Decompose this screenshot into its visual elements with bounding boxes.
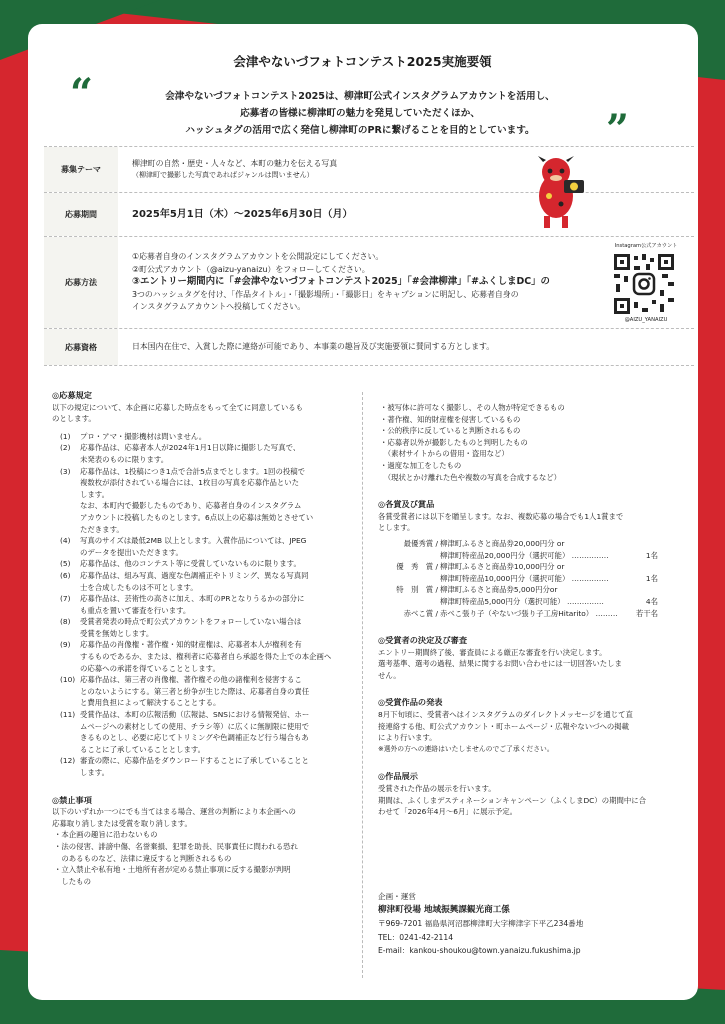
list-item: （現状とかけ離れた色や複数の写真を合成するなど） [380,472,562,482]
rule-item: (6) 応募作品は、組み写真、過度な色調補正やトリミング、異なる写真同 士を合成したものは不可とします。 [60,570,309,592]
rule-item: (11) 受賞作品は、本町の広報活動（広報誌、SNSにおける情報発信、ホー ムページへの素材としての使用、チラシ等）に広くに無制限に使用で きるものとし、必要に応じてトリミングや色調補正など行う場合もあ ることに了承していることとします。 [60,710,310,754]
list-item: ・公的秩序に反していると判断されるもの [380,426,521,436]
list-item: ・被写体に許可なく撮影し、その人物が特定できるもの [380,403,565,412]
instagram-handle: @AIZU_YANAIZU [624,317,668,323]
qr-caption: Instagram公式アカウント [614,243,678,249]
rules-list [52,431,352,779]
right-column: ・被写体に許可なく撮影し、その人物が特定できるもの ・著作権、知的財産権を侵害しているもの ・公的秩序に反していると判断されるもの ・応募者以外が撮影したものと判明したもの （素材サイトからの借用・盗用など） ・過度な加工をしたもの （現状とかけ離れた色や複数の写真を合成するなど） ◎各賞及び賞品 各賞受賞者には以下を贈呈します。なお、複数応募の場合でも1人1賞まで とします。 最優秀賞 / 柳津町ふるさと商品券20,000円分 or 柳津町特産品20,000円分（選択可能） …………… 1名 優 秀 賞 / 柳津町ふるさと商品券10,000円分 or 柳津町特産品10,000円分（選択可能） …………… 1名 特 別 賞 / 柳津町ふるさと商品券5,000円分or 柳津町特産品5,000円分（選択可能） …………… 4名 赤べこ賞 / 赤べこ張り子（やないづ張り子工房Hitarito） ……… 若干名 ◎受賞者の決定及び審査 エントリー期間終了後、審査員による厳正な審査を行い決定します。 選考基準、選考の過程、結果に関するお問い合わせには一切回答いたしま せん。 ◎受賞作品の発表 8月下旬頃に、受賞者へはインスタグラムのダイレクトメッセージを通じて直 接連絡する他、町公式アカウント・町ホームページ・広報やないづへの掲載 により行います。 ※選外の方への連絡はいたしませんのでご了承ください。 ◎作品展示 受賞された作品の展示を行います。 期間は、ふくしまデスティネーションキャンペーン（ふくしまDC）の期間中に合 わせて「2026年4月～6月」に展示予定。 [378,403,658,817]
decision-heading: ◎受賞者の決定及び審査 [378,635,468,646]
rule-item: (1) プロ・アマ・撮影機材は問いません。 [60,431,207,441]
page-title: 会津やないづフォトコンテスト2025実施要領 [233,54,492,69]
list-item: のあるものなど、法律に違反すると判断されるもの [54,853,232,863]
list-item: ・本企画の趣旨に沿わないもの [54,830,158,840]
row-label: 応募期間 [44,193,118,236]
organizer-address: 〒969-7201 福島県河沼郡柳津町大字柳津字下平乙234番地 [378,919,584,928]
list-item: ・立入禁止や私有地・土地所有者が定める禁止事項に反する撮影が判明 [54,865,291,875]
prize-item: 最優秀賞 / 柳津町ふるさと商品券20,000円分 or 柳津町特産品20,000円分（選択可能） …………… 1名 [403,538,658,560]
prohibited-heading: ◎禁止事項 [52,794,92,805]
rule-item: (9) 応募作品の肖像権・著作権・知的財産権は、応募者本人が権利を有 するものであるか、または、権利者に応募者自ら承認を得た上での本企画へ の応募への承諾を得ていることとします。 [60,640,332,673]
prize-item: 優 秀 賞 / 柳津町ふるさと商品券10,000円分 or 柳津町特産品10,000円分（選択可能） …………… 1名 [396,562,658,583]
row-label: 応募資格 [44,329,118,365]
row-label: 募集テーマ [44,147,118,192]
organizer-email[interactable]: E-mail：kankou-shoukou@town.yanaizu.fukushima.jp [378,946,581,955]
qr-code-icon[interactable] [612,252,676,316]
intro-text: 会津やないづフォトコンテスト2025は、柳津町公式インスタグラムアカウントを活用し、 応募者の皆様に柳津町の魅力を発見していただくほか、 ハッシュタグの活用で広く発信し柳津町のPRに繋げることを目的としています。 [165,91,555,136]
rule-item: (8) 受賞者発表の時点で町公式アカウントをフォローしていない場合は 受賞を無効とします。 [60,617,302,638]
rule-item: (2) 応募作品は、応募者本人が2024年1月1日以降に撮影した写真で、 未発表のものに限ります。 [60,443,301,464]
column-divider [362,392,363,978]
rule-item: (12) 審査の際に、応募作品をダウンロードすることに了承していることと します。 [60,756,309,777]
list-item: （素材サイトからの借用・盗用など） [380,449,509,459]
organizer-block: 企画・運営 柳津町役場 地域振興課観光商工係 〒969-7201 福島県河沼郡柳津町大字柳津字下平乙234番地 TEL：0241-42-2114 E-mail：kankou-shoukou@town.yanaizu.fukushima.jp [378,890,678,958]
rule-item: (3) 応募作品は、1投稿につき1点で合計5点までとします。1回の投稿で 複数枚が添付されている場合には、1枚目の写真を応募作品といた します。 なお、本町内で撮影したものであり、応募者自身のインスタグラム アカウントに投稿したものとします。6点以上の応募は無効とさせてい ただきます。 [60,466,314,534]
organizer-tel[interactable]: TEL：0241-42-2114 [378,932,454,942]
organizer-name: 柳津町役場 地域振興課観光商工係 [378,904,510,915]
rule-item: (5) 応募作品は、他のコンテスト等に受賞していないものに限ります。 [60,559,301,569]
rule-item: (4) 写真のサイズは最低2MB 以上とします。入賞作品については、JPEG のデータを提出いただきます。 [60,536,307,557]
row-method: 応募方法 ①応募者自身のインスタグラムアカウントを公開設定にしてください。 ②町公式アカウント（@aizu-yanaizu）をフォローしてください。 ③エントリー期間内に「#会津やないづフォトコンテスト2025」「#会津柳津」「#ふくしまDC」の 3つのハッシュタグを付け、「作品タイトル」・「撮影場所」・「撮影日」をキャプションに明記し、応募者自身の インスタグラムアカウントへ投稿してください。 [44,236,694,328]
list-item: ・著作権、知的財産権を侵害しているもの [380,414,521,424]
row-theme: 募集テーマ 柳津町の自然・歴史・人々など、本町の魅力を伝える写真 （柳津町で撮影した写真であればジャンルは問いません） [44,146,694,192]
list-item: ・過度な加工をしたもの [380,460,462,470]
left-column: ◎応募規定 以下の規定について、本企画に応募した時点をもって全てに同意しているも のとします。 (1) プロ・アマ・撮影機材は問いません。 (2) 応募作品は、応募者本人が2024年1月1日以降に撮影した写真で、 未発表のものに限ります。 (3) 応募作品は、1投稿につき1点で合計5点までとします。1回の投稿で 複数枚が添付されている場合には、1枚目の写真を応募作品といた します。 なお、本町内で撮影したものであり、応募者自身のインスタグラム アカウントに投稿したものとします。6点以上の応募は無効とさせてい ただきます。 (4) 写真のサイズは最低2MB 以上とします。入賞作品については、JPEG のデータを提出いただきます。 (5) 応募作品は、他のコンテスト等に受賞していないものに限ります。 (6) 応募作品は、組み写真、過度な色調補正やトリミング、異なる写真同 士を合成したものは不可とします。 (7) 応募作品は、芸術性の高さに加え、本町のPRとなりうるかの部分に も重点を置いて審査を行います。 (8) 受賞者発表の時点で町公式アカウントをフォローしていない場合は 受賞を無効とします。 (9) 応募作品の肖像権・著作権・知的財産権は、応募者本人が権利を有 するものであるか、または、権利者に応募者自ら承認を得た上での本企画へ の応募への承諾を得ていることとします。 (10) 応募作品は、第三者の肖像権、著作権その他の諸権利を侵害するこ とのないようにする。第三者と紛争が生じた際は、応募者自身の責任 と費用負担によって解決することとする。 (11) 受賞作品は、本町の広報活動（広報誌、SNSにおける情報発信、ホー ムページへの素材としての使用、チラシ等）に広くに無制限に使用で きるものとし、必要に応じてトリミングや色調補正など行う場合もあ ることに了承していることとします。 (12) 審査の際に、応募作品をダウンロードすることに了承していることと します。 ◎禁止事項 以下のいずれか一つにでも当てはまる場合、運営の判断により本企画への 応募取り消しまたは受賞を取り消します。 ・本企画の趣旨に沿わないもの ・法の侵害、誹謗中傷、名誉棄損、犯罪を助長、民事責任に問われる恐れ のあるものなど、法律に違反すると判断されるもの ・立入禁止や私有地・土地所有者が定める禁止事項に反する撮影が判明 したもの [52,390,352,887]
announce-heading: ◎受賞作品の発表 [378,697,443,708]
list-item: ・法の侵害、誹謗中傷、名誉棄損、犯罪を助長、民事責任に問われる恐れ [54,841,298,851]
exhibit-heading: ◎作品展示 [378,771,418,782]
list-item: ・応募者以外が撮影したものと判明したもの [380,437,528,447]
akabeko-mascot-icon [534,156,590,230]
prize-list [378,538,658,619]
row-eligibility: 応募資格 日本国内在住で、入賞した際に連絡が可能であり、本事業の趣旨及び実施要領に賛同する方とします。 [44,328,694,366]
list-item: したもの [54,876,91,886]
prize-item: 赤べこ賞 / 赤べこ張り子（やないづ張り子工房Hitarito） ……… 若干名 [403,608,658,618]
prize-item: 特 別 賞 / 柳津町ふるさと商品券5,000円分or 柳津町特産品5,000円分（選択可能） …………… 4名 [396,585,658,606]
open-quote-icon: “ [70,70,94,117]
row-label: 応募方法 [44,237,118,328]
close-quote-icon: ” [606,106,630,153]
rule-item: (10) 応募作品は、第三者の肖像権、著作権その他の諸権利を侵害するこ とのないようにする。第三者と紛争が生じた際は、応募者自身の責任 と費用負担によって解決することとする。 [60,675,310,708]
prizes-heading: ◎各賞及び賞品 [378,499,435,510]
rules-heading: ◎応募規定 [52,390,92,400]
row-period: 応募期間 2025年5月1日（木）～2025年6月30日（月） [44,192,694,236]
rule-item: (7) 応募作品は、芸術性の高さに加え、本町のPRとなりうるかの部分に も重点を置いて審査を行います。 [60,594,305,615]
